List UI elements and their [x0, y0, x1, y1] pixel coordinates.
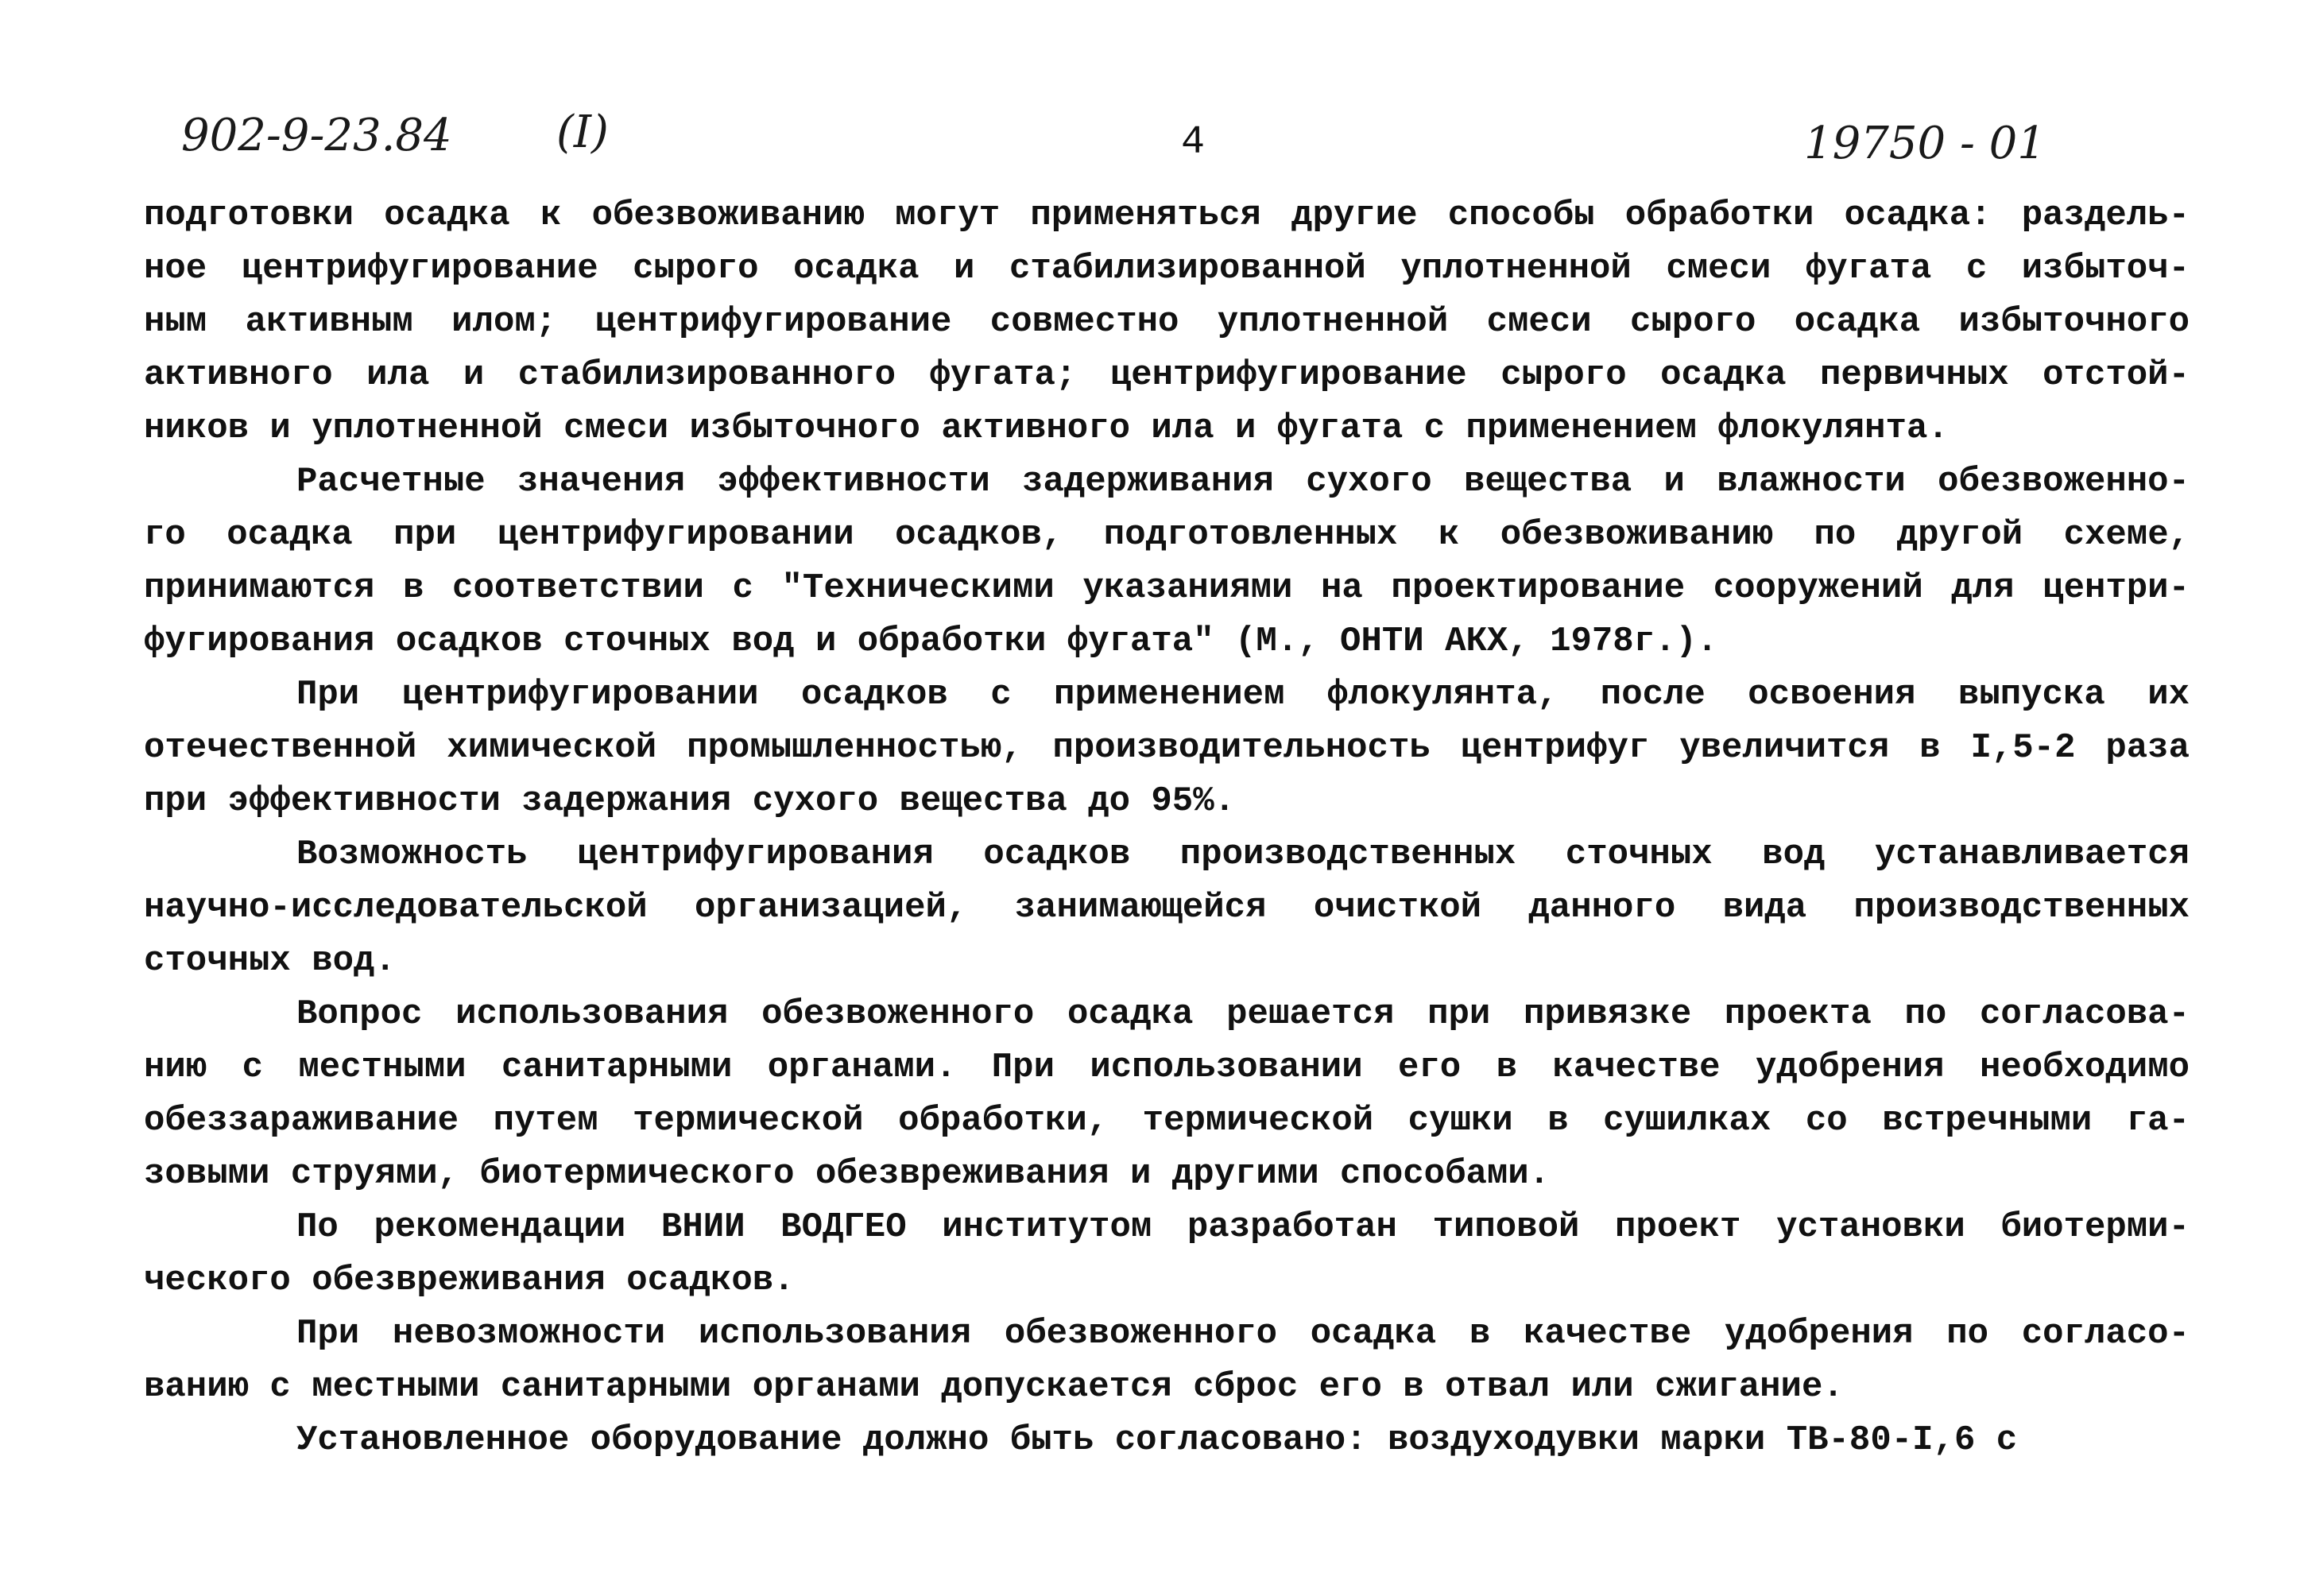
text-line: ческого обезвреживания осадков. — [144, 1261, 795, 1300]
text-line: Возможность центрифугирования осадков производственных сточных вод устанавливается — [296, 835, 2190, 874]
text-line: обеззараживание путем термической обработки, термической сушки в сушилках со встречными га- — [144, 1101, 2190, 1141]
text-line: ное центрифугирование сырого осадка и стабилизированной уплотненной смеси фугата с избыточ- — [144, 249, 2190, 289]
text-line: ников и уплотненной смеси избыточного активного ила и фугата с применением флокулянта. — [144, 409, 1949, 448]
text-line: подготовки осадка к обезвоживанию могут применяться другие способы обработки осадка: раздель- — [144, 196, 2190, 235]
text-line: Установленное оборудование должно быть согласовано: воздуходувки марки ТВ-80-I,6 с — [296, 1420, 2018, 1460]
document-code: 902-9-23.84 — [181, 110, 452, 161]
text-line: При невозможности использования обезвоженного осадка в качестве удобрения по согласо- — [296, 1314, 2190, 1354]
text-line: ванию с местными санитарными органами допускается сброс его в отвал или сжигание. — [144, 1367, 1844, 1407]
document-body — [144, 189, 2190, 1467]
page-number: 4 — [1181, 120, 1206, 165]
text-line: При центрифугировании осадков с применением флокулянта, после освоения выпуска их — [296, 675, 2190, 715]
text-line: ным активным илом; центрифугирование совместно уплотненной смеси сырого осадка избыточного — [144, 302, 2190, 342]
archive-number: 19750 - 01 — [1804, 118, 2046, 169]
text-line: фугирования осадков сточных вод и обработки фугата" (М., ОНТИ АКХ, 1978г.). — [144, 622, 1718, 661]
text-line: зовыми струями, биотермического обезвреживания и другими способами. — [144, 1154, 1551, 1194]
text-line: Расчетные значения эффективности задерживания сухого вещества и влажности обезвоженно- — [296, 462, 2190, 502]
text-line: активного ила и стабилизированного фугата; центрифугирование сырого осадка первичных отстой- — [144, 355, 2190, 395]
text-line: при эффективности задержания сухого вещества до 95%. — [144, 781, 1236, 821]
text-line: нию с местными санитарными органами. При использовании его в качестве удобрения необходимо — [144, 1048, 2190, 1087]
volume-number: (I) — [556, 107, 609, 158]
text-line: Вопрос использования обезвоженного осадка решается при привязке проекта по согласова- — [296, 994, 2190, 1034]
text-line: принимаются в соответствии с "Техническими указаниями на проектирование сооружений для центри- — [144, 568, 2190, 608]
text-line: отечественной химической промышленностью, производительность центрифуг увеличится в I,5-2 раза — [144, 728, 2190, 768]
text-line: По рекомендации ВНИИ ВОДГЕО институтом разработан типовой проект установки биотерми- — [296, 1207, 2190, 1247]
text-line: го осадка при центрифугировании осадков, подготовленных к обезвоживанию по другой схеме, — [144, 515, 2190, 555]
text-line: сточных вод. — [144, 941, 396, 981]
text-line: научно-исследовательской организацией, занимающейся очисткой данного вида производственных — [144, 888, 2190, 928]
